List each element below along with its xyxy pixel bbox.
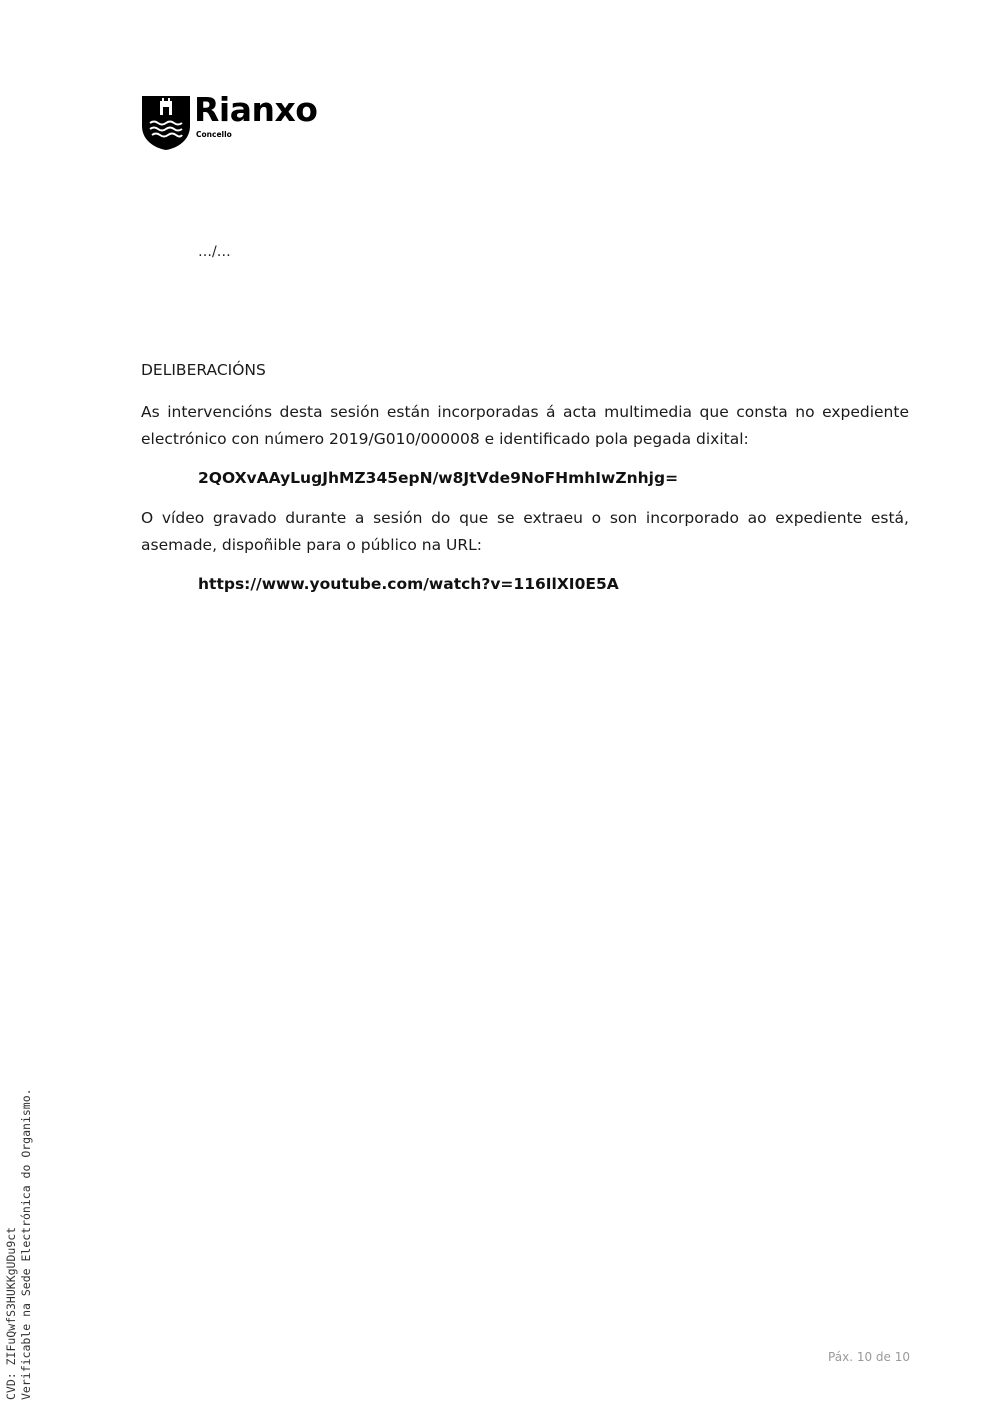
section-heading: DELIBERACIÓNS: [141, 361, 266, 379]
page-number: Páx. 10 de 10: [828, 1350, 910, 1364]
cvd-code: CVD: ZIFuQwfS3HUKKgUDu9ct: [4, 1226, 18, 1400]
logo-subtitle: Concello: [196, 130, 232, 139]
concello-rianxo-logo: [142, 90, 342, 152]
deliberations-paragraph: As intervencións desta sesión están incorporadas á acta multimedia que consta no expediente electrónico con número 2019/G010/000008 e identificado pola pegada dixital:: [141, 403, 909, 448]
video-url: https://www.youtube.com/watch?v=116IlXI0E5A: [198, 575, 619, 593]
rianxo-shield-icon: [142, 96, 190, 150]
digital-fingerprint: 2QOXvAAyLugJhMZ345epN/w8JtVde9NoFHmhIwZnhjg=: [198, 469, 679, 487]
verification-stamp: [4, 1088, 34, 1400]
continuation-mark: …/…: [198, 244, 231, 260]
logo-name: Rianxo: [194, 90, 318, 129]
verification-note: Verificable na Sede Electrónica do Organismo.: [19, 1088, 33, 1400]
video-paragraph: O vídeo gravado durante a sesión do que se extraeu o son incorporado ao expediente está, asemade, dispoñible para o público na URL:: [141, 509, 909, 554]
